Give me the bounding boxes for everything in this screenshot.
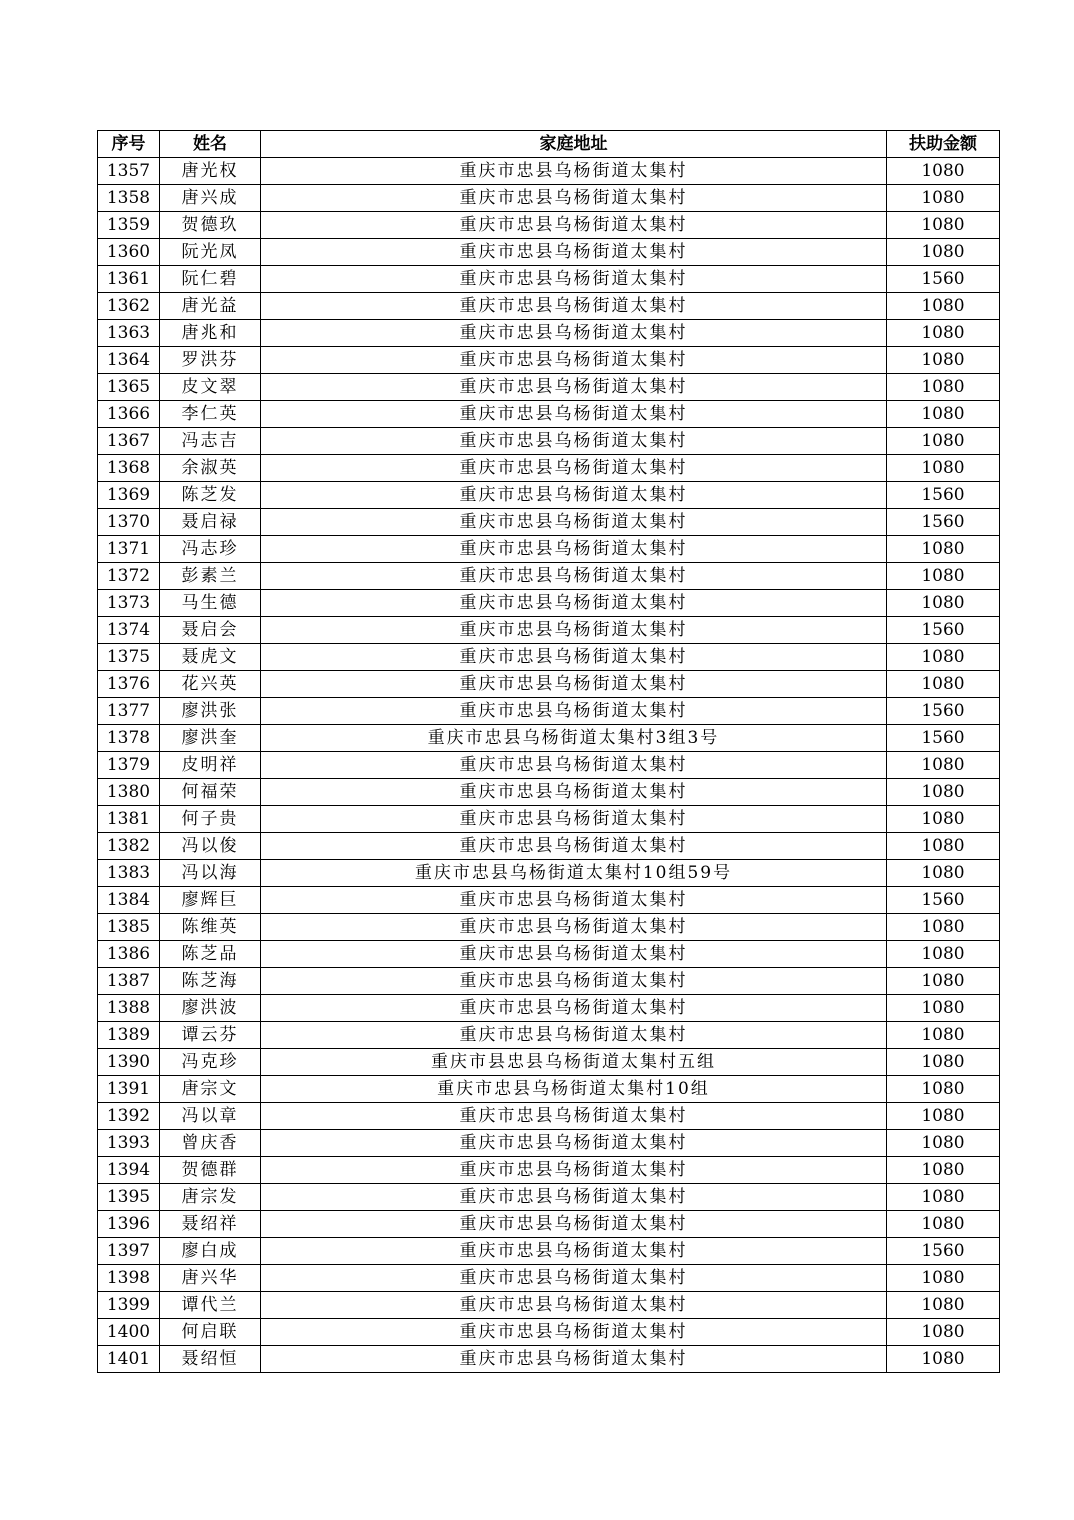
table-row: [98, 158, 1000, 185]
serial-number-cell: 1357: [98, 158, 160, 185]
serial-number-cell: 1382: [98, 833, 160, 860]
address-cell: 重庆市忠县乌杨街道太集村: [261, 1130, 887, 1157]
address-cell: 重庆市忠县乌杨街道太集村3组3号: [261, 725, 887, 752]
amount-cell: 1080: [887, 1292, 1000, 1319]
name-cell: 聂虎文: [160, 644, 261, 671]
address-cell: 重庆市忠县乌杨街道太集村: [261, 1211, 887, 1238]
table-row: [98, 914, 1000, 941]
name-cell: 陈维英: [160, 914, 261, 941]
name-cell: 廖洪张: [160, 698, 261, 725]
amount-cell: 1560: [887, 617, 1000, 644]
name-cell: 皮文翠: [160, 374, 261, 401]
name-cell: 廖洪波: [160, 995, 261, 1022]
table-row: [98, 725, 1000, 752]
name-cell: 马生德: [160, 590, 261, 617]
name-cell: 唐兆和: [160, 320, 261, 347]
table-row: [98, 1103, 1000, 1130]
address-cell: 重庆市忠县乌杨街道太集村: [261, 833, 887, 860]
amount-cell: 1080: [887, 833, 1000, 860]
serial-number-cell: 1400: [98, 1319, 160, 1346]
name-cell: 彭素兰: [160, 563, 261, 590]
address-cell: 重庆市忠县乌杨街道太集村: [261, 1292, 887, 1319]
name-cell: 聂启会: [160, 617, 261, 644]
serial-number-cell: 1381: [98, 806, 160, 833]
address-cell: 重庆市忠县乌杨街道太集村: [261, 968, 887, 995]
amount-cell: 1080: [887, 941, 1000, 968]
amount-cell: 1080: [887, 1184, 1000, 1211]
table-row: [98, 941, 1000, 968]
table-row: [98, 401, 1000, 428]
serial-number-cell: 1367: [98, 428, 160, 455]
address-cell: 重庆市忠县乌杨街道太集村: [261, 1346, 887, 1373]
amount-cell: 1080: [887, 1346, 1000, 1373]
address-cell: 重庆市忠县乌杨街道太集村: [261, 293, 887, 320]
address-cell: 重庆市忠县乌杨街道太集村: [261, 806, 887, 833]
address-cell: 重庆市忠县乌杨街道太集村: [261, 779, 887, 806]
address-cell: 重庆市忠县乌杨街道太集村: [261, 347, 887, 374]
table-row: [98, 1265, 1000, 1292]
table-row: [98, 968, 1000, 995]
table-header: [98, 131, 1000, 158]
amount-cell: 1080: [887, 779, 1000, 806]
amount-cell: 1080: [887, 752, 1000, 779]
address-cell: 重庆市忠县乌杨街道太集村: [261, 563, 887, 590]
address-cell: 重庆市忠县乌杨街道太集村: [261, 1319, 887, 1346]
serial-number-cell: 1392: [98, 1103, 160, 1130]
serial-number-cell: 1371: [98, 536, 160, 563]
address-cell: 重庆市忠县乌杨街道太集村: [261, 185, 887, 212]
serial-number-cell: 1361: [98, 266, 160, 293]
table-row: [98, 860, 1000, 887]
address-cell: 重庆市忠县乌杨街道太集村: [261, 1103, 887, 1130]
name-cell: 廖辉巨: [160, 887, 261, 914]
address-cell: 重庆市忠县乌杨街道太集村: [261, 455, 887, 482]
amount-cell: 1560: [887, 725, 1000, 752]
table-row: [98, 833, 1000, 860]
address-cell: 重庆市忠县乌杨街道太集村: [261, 482, 887, 509]
amount-cell: 1080: [887, 1265, 1000, 1292]
amount-cell: 1080: [887, 320, 1000, 347]
serial-number-cell: 1387: [98, 968, 160, 995]
serial-number-cell: 1395: [98, 1184, 160, 1211]
serial-number-cell: 1384: [98, 887, 160, 914]
table-row: [98, 428, 1000, 455]
amount-cell: 1080: [887, 239, 1000, 266]
serial-number-cell: 1391: [98, 1076, 160, 1103]
name-cell: 罗洪芬: [160, 347, 261, 374]
name-cell: 聂绍祥: [160, 1211, 261, 1238]
amount-cell: 1080: [887, 401, 1000, 428]
amount-cell: 1080: [887, 428, 1000, 455]
table-row: [98, 1049, 1000, 1076]
amount-cell: 1080: [887, 347, 1000, 374]
amount-cell: 1080: [887, 1130, 1000, 1157]
name-cell: 曾庆香: [160, 1130, 261, 1157]
address-cell: 重庆市忠县乌杨街道太集村: [261, 266, 887, 293]
serial-number-cell: 1365: [98, 374, 160, 401]
name-cell: 阮仁碧: [160, 266, 261, 293]
name-cell: 唐光权: [160, 158, 261, 185]
name-cell: 冯志吉: [160, 428, 261, 455]
header-home-address: 家庭地址: [261, 131, 887, 158]
table-row: [98, 239, 1000, 266]
address-cell: 重庆市忠县乌杨街道太集村: [261, 617, 887, 644]
name-cell: 唐兴成: [160, 185, 261, 212]
serial-number-cell: 1358: [98, 185, 160, 212]
header-row: [98, 131, 1000, 158]
address-cell: 重庆市忠县乌杨街道太集村: [261, 644, 887, 671]
table-row: [98, 698, 1000, 725]
amount-cell: 1080: [887, 860, 1000, 887]
header-name: 姓名: [160, 131, 261, 158]
amount-cell: 1080: [887, 995, 1000, 1022]
name-cell: 冯以章: [160, 1103, 261, 1130]
address-cell: 重庆市忠县乌杨街道太集村: [261, 1265, 887, 1292]
table-row: [98, 1346, 1000, 1373]
address-cell: 重庆市忠县乌杨街道太集村: [261, 1157, 887, 1184]
name-cell: 皮明祥: [160, 752, 261, 779]
table-row: [98, 1211, 1000, 1238]
name-cell: 陈芝品: [160, 941, 261, 968]
name-cell: 冯克珍: [160, 1049, 261, 1076]
name-cell: 谭代兰: [160, 1292, 261, 1319]
name-cell: 贺德群: [160, 1157, 261, 1184]
address-cell: 重庆市忠县乌杨街道太集村: [261, 941, 887, 968]
table-row: [98, 590, 1000, 617]
serial-number-cell: 1369: [98, 482, 160, 509]
address-cell: 重庆市忠县乌杨街道太集村10组59号: [261, 860, 887, 887]
table-row: [98, 644, 1000, 671]
address-cell: 重庆市忠县乌杨街道太集村: [261, 536, 887, 563]
serial-number-cell: 1394: [98, 1157, 160, 1184]
amount-cell: 1080: [887, 1022, 1000, 1049]
serial-number-cell: 1362: [98, 293, 160, 320]
name-cell: 陈芝海: [160, 968, 261, 995]
name-cell: 何子贵: [160, 806, 261, 833]
header-serial-number: 序号: [98, 131, 160, 158]
table-row: [98, 455, 1000, 482]
amount-cell: 1080: [887, 1103, 1000, 1130]
amount-cell: 1080: [887, 293, 1000, 320]
name-cell: 唐光益: [160, 293, 261, 320]
amount-cell: 1080: [887, 374, 1000, 401]
table-row: [98, 752, 1000, 779]
name-cell: 贺德玖: [160, 212, 261, 239]
name-cell: 余淑英: [160, 455, 261, 482]
table-row: [98, 617, 1000, 644]
address-cell: 重庆市忠县乌杨街道太集村: [261, 698, 887, 725]
amount-cell: 1560: [887, 698, 1000, 725]
amount-cell: 1080: [887, 212, 1000, 239]
amount-cell: 1080: [887, 536, 1000, 563]
serial-number-cell: 1359: [98, 212, 160, 239]
amount-cell: 1560: [887, 887, 1000, 914]
table-row: [98, 1319, 1000, 1346]
amount-cell: 1080: [887, 1049, 1000, 1076]
name-cell: 花兴英: [160, 671, 261, 698]
amount-cell: 1080: [887, 1211, 1000, 1238]
address-cell: 重庆市忠县乌杨街道太集村: [261, 428, 887, 455]
serial-number-cell: 1370: [98, 509, 160, 536]
amount-cell: 1560: [887, 266, 1000, 293]
table-row: [98, 347, 1000, 374]
table-row: [98, 1292, 1000, 1319]
table-row: [98, 1157, 1000, 1184]
table-row: [98, 1184, 1000, 1211]
table-row: [98, 671, 1000, 698]
serial-number-cell: 1393: [98, 1130, 160, 1157]
name-cell: 何启联: [160, 1319, 261, 1346]
serial-number-cell: 1360: [98, 239, 160, 266]
header-subsidy-amount: 扶助金额: [887, 131, 1000, 158]
serial-number-cell: 1375: [98, 644, 160, 671]
address-cell: 重庆市忠县乌杨街道太集村: [261, 320, 887, 347]
table-row: [98, 320, 1000, 347]
serial-number-cell: 1389: [98, 1022, 160, 1049]
name-cell: 冯以海: [160, 860, 261, 887]
amount-cell: 1560: [887, 509, 1000, 536]
name-cell: 阮光凤: [160, 239, 261, 266]
address-cell: 重庆市忠县乌杨街道太集村: [261, 752, 887, 779]
serial-number-cell: 1383: [98, 860, 160, 887]
amount-cell: 1080: [887, 806, 1000, 833]
serial-number-cell: 1363: [98, 320, 160, 347]
serial-number-cell: 1374: [98, 617, 160, 644]
amount-cell: 1080: [887, 590, 1000, 617]
table-row: [98, 1238, 1000, 1265]
table-row: [98, 1130, 1000, 1157]
table-row: [98, 185, 1000, 212]
address-cell: 重庆市忠县乌杨街道太集村: [261, 509, 887, 536]
address-cell: 重庆市忠县乌杨街道太集村: [261, 239, 887, 266]
name-cell: 唐兴华: [160, 1265, 261, 1292]
name-cell: 陈芝发: [160, 482, 261, 509]
name-cell: 冯以俊: [160, 833, 261, 860]
serial-number-cell: 1385: [98, 914, 160, 941]
amount-cell: 1080: [887, 455, 1000, 482]
table-row: [98, 509, 1000, 536]
serial-number-cell: 1376: [98, 671, 160, 698]
serial-number-cell: 1397: [98, 1238, 160, 1265]
serial-number-cell: 1390: [98, 1049, 160, 1076]
name-cell: 聂绍恒: [160, 1346, 261, 1373]
subsidy-roster-table: [97, 130, 1000, 1373]
name-cell: 聂启禄: [160, 509, 261, 536]
table-row: [98, 266, 1000, 293]
address-cell: 重庆市忠县乌杨街道太集村: [261, 590, 887, 617]
serial-number-cell: 1373: [98, 590, 160, 617]
table-row: [98, 995, 1000, 1022]
address-cell: 重庆市忠县乌杨街道太集村: [261, 671, 887, 698]
serial-number-cell: 1386: [98, 941, 160, 968]
amount-cell: 1080: [887, 158, 1000, 185]
serial-number-cell: 1379: [98, 752, 160, 779]
address-cell: 重庆市忠县乌杨街道太集村10组: [261, 1076, 887, 1103]
amount-cell: 1080: [887, 1319, 1000, 1346]
table-row: [98, 887, 1000, 914]
address-cell: 重庆市忠县乌杨街道太集村: [261, 1184, 887, 1211]
name-cell: 何福荣: [160, 779, 261, 806]
amount-cell: 1080: [887, 968, 1000, 995]
address-cell: 重庆市县忠县乌杨街道太集村五组: [261, 1049, 887, 1076]
table-row: [98, 806, 1000, 833]
name-cell: 李仁英: [160, 401, 261, 428]
serial-number-cell: 1388: [98, 995, 160, 1022]
name-cell: 廖白成: [160, 1238, 261, 1265]
amount-cell: 1080: [887, 671, 1000, 698]
address-cell: 重庆市忠县乌杨街道太集村: [261, 995, 887, 1022]
amount-cell: 1560: [887, 1238, 1000, 1265]
table-row: [98, 482, 1000, 509]
address-cell: 重庆市忠县乌杨街道太集村: [261, 914, 887, 941]
address-cell: 重庆市忠县乌杨街道太集村: [261, 374, 887, 401]
name-cell: 唐宗文: [160, 1076, 261, 1103]
serial-number-cell: 1368: [98, 455, 160, 482]
serial-number-cell: 1366: [98, 401, 160, 428]
table-row: [98, 212, 1000, 239]
amount-cell: 1080: [887, 644, 1000, 671]
amount-cell: 1080: [887, 1157, 1000, 1184]
table-body: [98, 158, 1000, 1373]
serial-number-cell: 1401: [98, 1346, 160, 1373]
table-row: [98, 536, 1000, 563]
table-row: [98, 1022, 1000, 1049]
table-row: [98, 563, 1000, 590]
name-cell: 冯志珍: [160, 536, 261, 563]
serial-number-cell: 1399: [98, 1292, 160, 1319]
amount-cell: 1080: [887, 1076, 1000, 1103]
amount-cell: 1080: [887, 185, 1000, 212]
name-cell: 唐宗发: [160, 1184, 261, 1211]
table-row: [98, 293, 1000, 320]
amount-cell: 1080: [887, 914, 1000, 941]
serial-number-cell: 1377: [98, 698, 160, 725]
name-cell: 谭云芬: [160, 1022, 261, 1049]
amount-cell: 1080: [887, 563, 1000, 590]
serial-number-cell: 1398: [98, 1265, 160, 1292]
serial-number-cell: 1372: [98, 563, 160, 590]
serial-number-cell: 1380: [98, 779, 160, 806]
amount-cell: 1560: [887, 482, 1000, 509]
table-row: [98, 1076, 1000, 1103]
serial-number-cell: 1364: [98, 347, 160, 374]
name-cell: 廖洪奎: [160, 725, 261, 752]
serial-number-cell: 1378: [98, 725, 160, 752]
address-cell: 重庆市忠县乌杨街道太集村: [261, 1238, 887, 1265]
address-cell: 重庆市忠县乌杨街道太集村: [261, 212, 887, 239]
address-cell: 重庆市忠县乌杨街道太集村: [261, 401, 887, 428]
serial-number-cell: 1396: [98, 1211, 160, 1238]
address-cell: 重庆市忠县乌杨街道太集村: [261, 887, 887, 914]
table-row: [98, 779, 1000, 806]
table-row: [98, 374, 1000, 401]
address-cell: 重庆市忠县乌杨街道太集村: [261, 158, 887, 185]
address-cell: 重庆市忠县乌杨街道太集村: [261, 1022, 887, 1049]
